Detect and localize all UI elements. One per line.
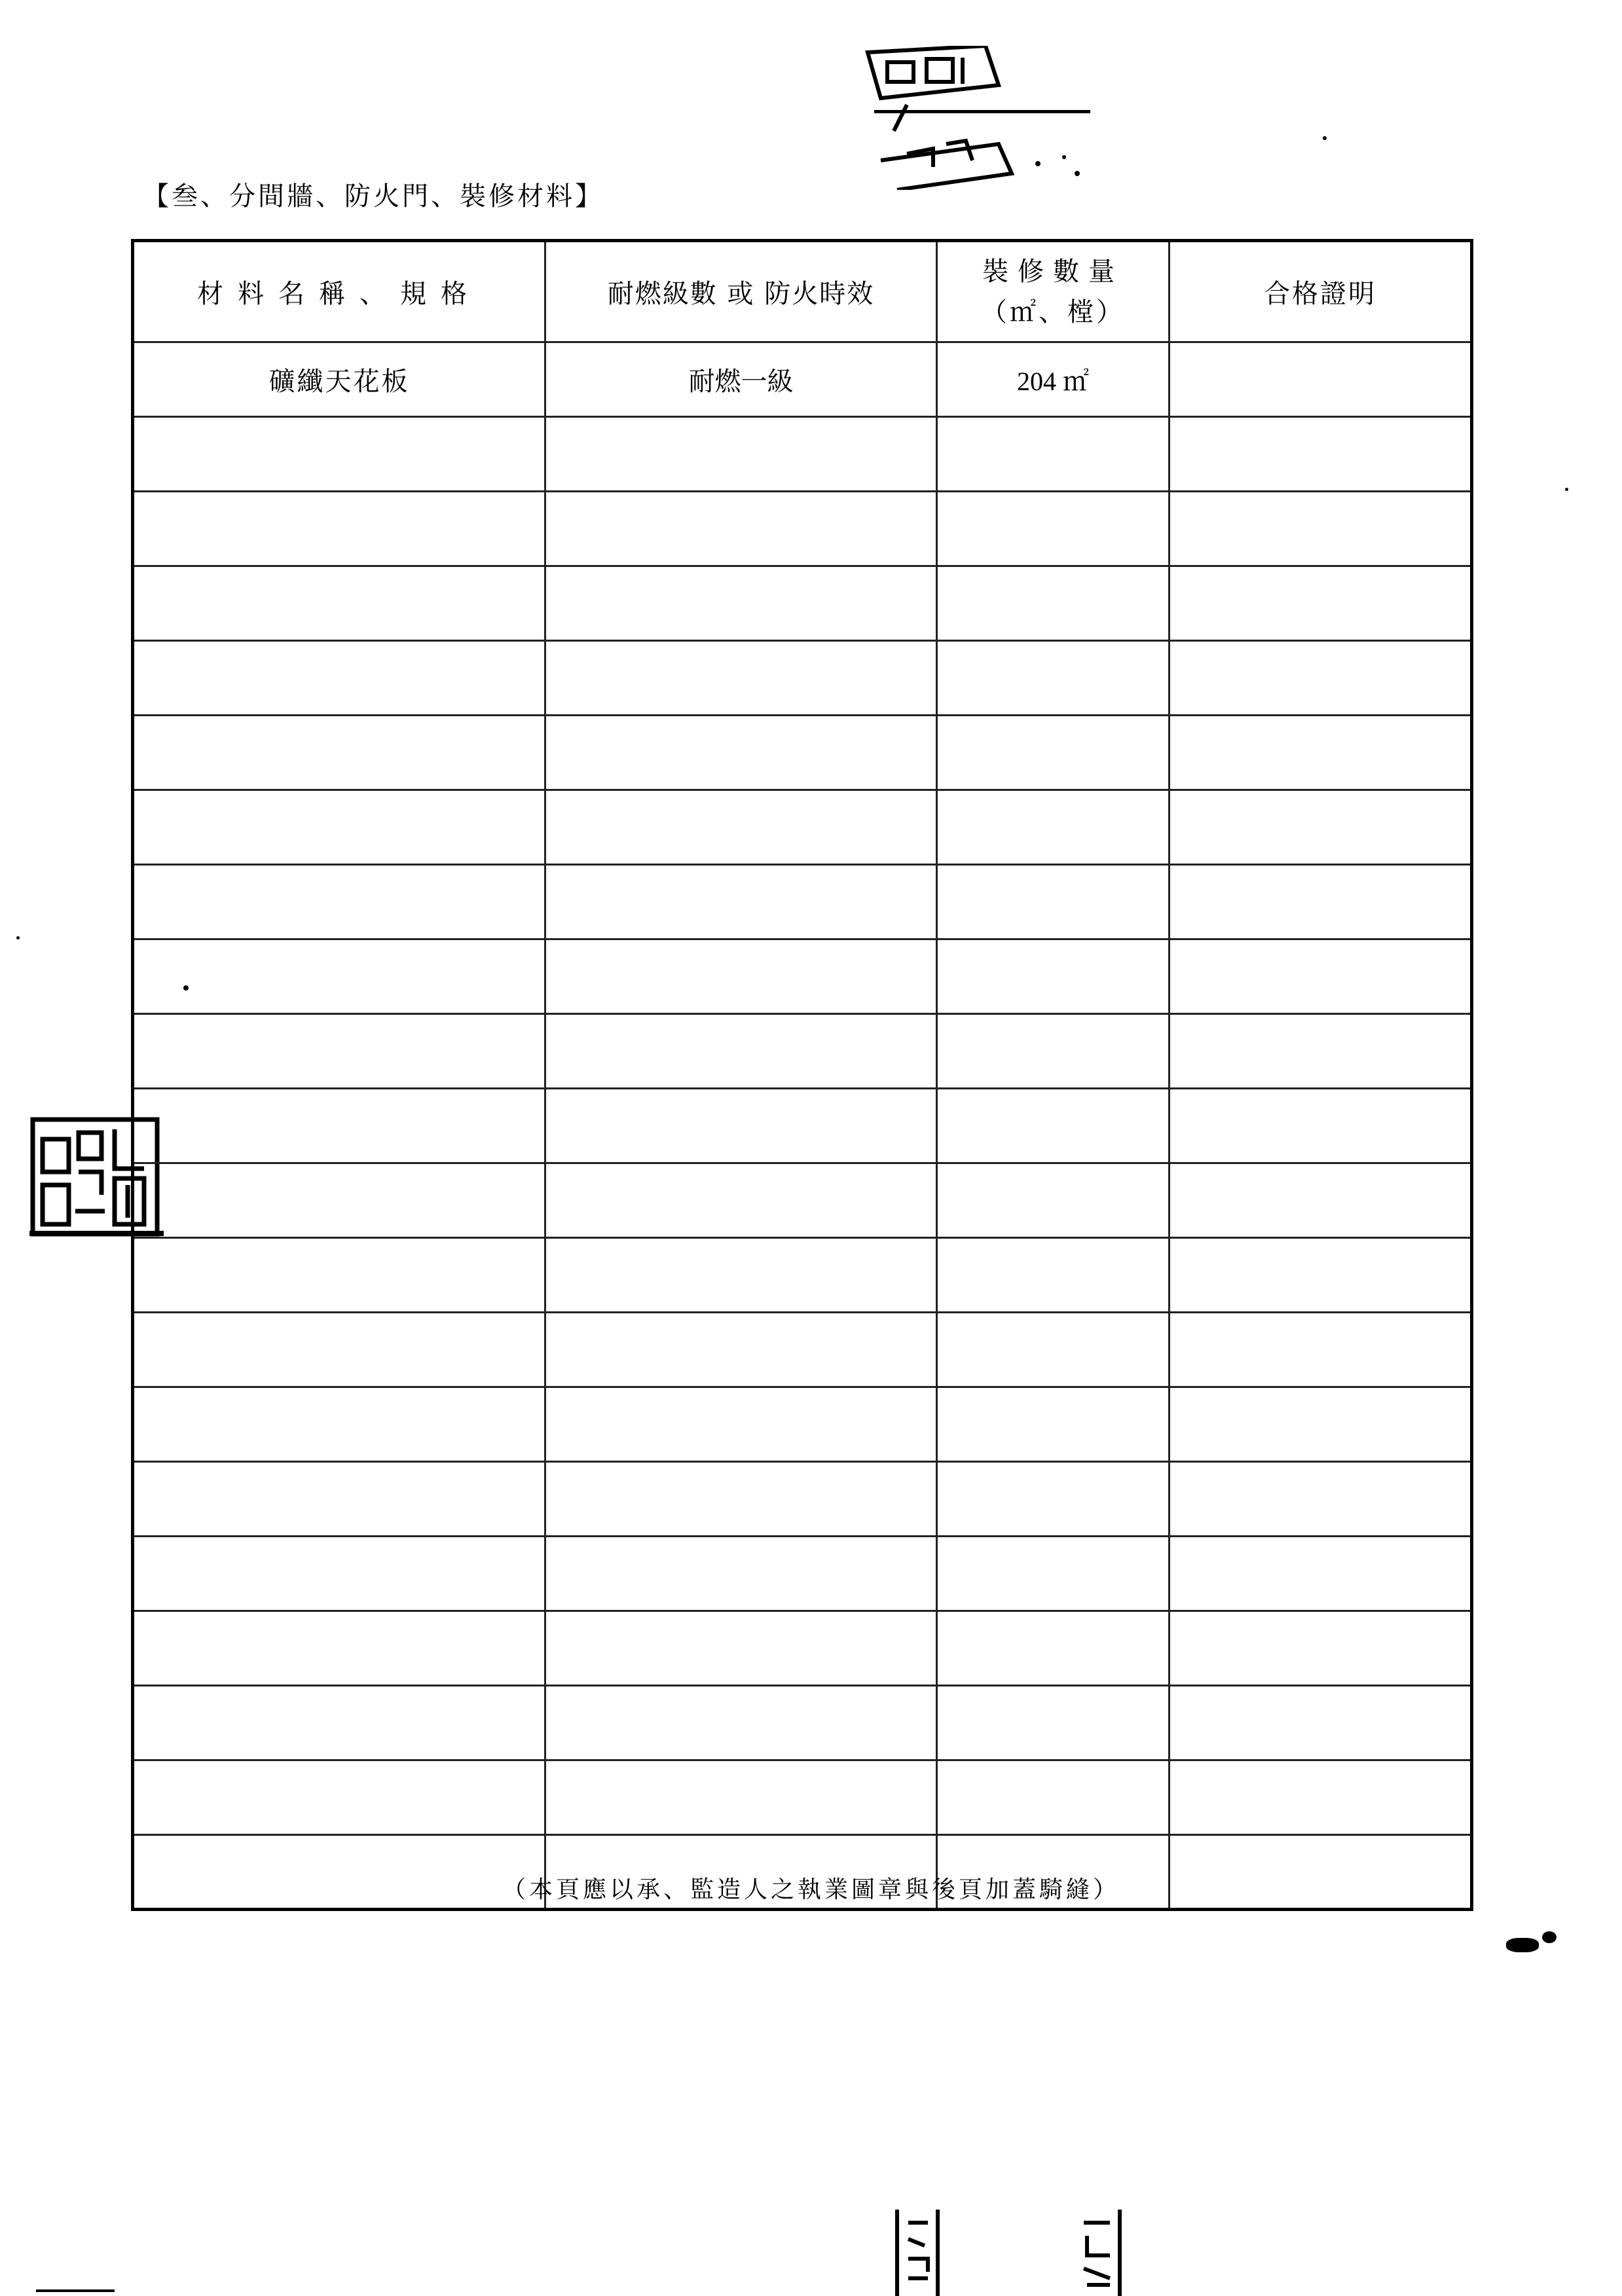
cell-quantity: 204 ㎡	[937, 342, 1170, 417]
table-row	[133, 1014, 1472, 1089]
cell-fire-rating	[545, 1089, 937, 1163]
table-row	[133, 865, 1472, 939]
cell-material-name	[133, 1089, 545, 1163]
cell-material-name	[133, 939, 545, 1014]
cell-quantity	[937, 790, 1170, 865]
cell-quantity	[937, 1089, 1170, 1163]
cell-material-name	[133, 1238, 545, 1313]
cell-quantity	[937, 865, 1170, 939]
cell-fire-rating	[545, 1686, 937, 1760]
cell-material-name	[133, 1760, 545, 1835]
header-fire-rating: 耐燃級數 或 防火時效	[545, 241, 937, 342]
cell-certificate	[1170, 1686, 1472, 1760]
cell-quantity	[937, 1760, 1170, 1835]
cell-fire-rating	[545, 1387, 937, 1462]
cell-quantity	[937, 1014, 1170, 1089]
cell-fire-rating	[545, 492, 937, 566]
cell-material-name	[133, 1163, 545, 1238]
cell-quantity	[937, 566, 1170, 641]
scan-speck	[1542, 1931, 1557, 1943]
table-row	[133, 1462, 1472, 1537]
table-row	[133, 342, 1472, 417]
top-seal-stamp	[841, 46, 1116, 190]
cell-material-name	[133, 641, 545, 716]
table-row	[133, 566, 1472, 641]
table-row	[133, 716, 1472, 790]
cell-certificate	[1170, 1537, 1472, 1611]
table-row	[133, 1760, 1472, 1835]
table-row	[133, 790, 1472, 865]
materials-table	[131, 239, 1473, 1911]
cell-fire-rating	[545, 1462, 937, 1537]
cell-quantity	[937, 1537, 1170, 1611]
cell-fire-rating	[545, 865, 937, 939]
table-row	[133, 1537, 1472, 1611]
cell-material-name	[133, 1462, 545, 1537]
table-row	[133, 1686, 1472, 1760]
cell-fire-rating: 耐燃一級	[545, 342, 937, 417]
cell-certificate	[1170, 417, 1472, 492]
cell-quantity	[937, 417, 1170, 492]
cell-material-name	[133, 417, 545, 492]
cell-certificate	[1170, 566, 1472, 641]
scan-speck	[1323, 136, 1327, 140]
table-row	[133, 1387, 1472, 1462]
header-quantity-unit: （㎡、樘）	[981, 297, 1125, 327]
cell-certificate	[1170, 1238, 1472, 1313]
bottom-seal-stamp-1	[892, 2210, 944, 2296]
cell-certificate	[1170, 492, 1472, 566]
cell-certificate	[1170, 790, 1472, 865]
cell-fire-rating	[545, 1014, 937, 1089]
cell-fire-rating	[545, 1238, 937, 1313]
footnote: （本頁應以承、監造人之執業圖章與後頁加蓋騎縫）	[502, 1876, 1120, 1903]
cell-fire-rating	[545, 939, 937, 1014]
cell-quantity	[937, 1387, 1170, 1462]
cell-certificate	[1170, 1387, 1472, 1462]
cell-certificate	[1170, 1014, 1472, 1089]
table-row	[133, 1163, 1472, 1238]
cell-quantity	[937, 1313, 1170, 1387]
cell-material-name	[133, 790, 545, 865]
cell-certificate	[1170, 342, 1472, 417]
cell-fire-rating	[545, 790, 937, 865]
cell-material-name	[133, 1014, 545, 1089]
cell-quantity	[937, 492, 1170, 566]
table-row	[133, 1238, 1472, 1313]
cell-certificate	[1170, 1163, 1472, 1238]
cell-certificate	[1170, 1611, 1472, 1686]
table-header-row	[133, 241, 1472, 342]
cell-material-name	[133, 492, 545, 566]
cell-quantity	[937, 1462, 1170, 1537]
cell-material-name	[133, 566, 545, 641]
cell-quantity	[937, 1238, 1170, 1313]
cell-fire-rating	[545, 1163, 937, 1238]
cell-material-name	[133, 1313, 545, 1387]
scan-speck	[1565, 488, 1568, 491]
cell-fire-rating	[545, 1611, 937, 1686]
cell-fire-rating	[545, 1760, 937, 1835]
cell-material-name	[133, 865, 545, 939]
section-title: 【叁、分間牆、防火門、裝修材料】	[143, 181, 604, 211]
table-row	[133, 939, 1472, 1014]
cell-quantity	[937, 716, 1170, 790]
cell-fire-rating	[545, 1537, 937, 1611]
cell-certificate	[1170, 1760, 1472, 1835]
cell-fire-rating	[545, 417, 937, 492]
cell-material-name: 礦纖天花板	[133, 342, 545, 417]
cell-certificate	[1170, 716, 1472, 790]
cell-fire-rating	[545, 641, 937, 716]
cell-quantity	[937, 1163, 1170, 1238]
cell-certificate	[1170, 1462, 1472, 1537]
table-row	[133, 417, 1472, 492]
cell-material-name	[133, 1537, 545, 1611]
cell-quantity	[937, 1686, 1170, 1760]
cell-certificate	[1170, 641, 1472, 716]
cell-fire-rating	[545, 1313, 937, 1387]
cell-fire-rating	[545, 716, 937, 790]
cell-material-name	[133, 1387, 545, 1462]
scan-speck	[1506, 1938, 1539, 1952]
table-row	[133, 1313, 1472, 1387]
cell-quantity	[937, 939, 1170, 1014]
cell-material-name	[133, 1686, 545, 1760]
scan-speck	[16, 936, 20, 939]
table-row	[133, 492, 1472, 566]
cell-fire-rating	[545, 566, 937, 641]
header-quantity-label: 裝修數量	[982, 256, 1124, 287]
cell-certificate	[1170, 939, 1472, 1014]
cell-certificate	[1170, 1089, 1472, 1163]
header-certificate: 合格證明	[1170, 241, 1472, 342]
scan-mark-line	[36, 2289, 115, 2292]
cell-certificate	[1170, 865, 1472, 939]
cell-quantity	[937, 641, 1170, 716]
cell-certificate	[1170, 1313, 1472, 1387]
header-quantity	[937, 241, 1170, 342]
table-row	[133, 641, 1472, 716]
table-row	[133, 1089, 1472, 1163]
bottom-seal-stamp-2	[1074, 2210, 1126, 2296]
cell-material-name	[133, 716, 545, 790]
cell-quantity	[937, 1611, 1170, 1686]
cell-material-name	[133, 1611, 545, 1686]
table-row	[133, 1611, 1472, 1686]
header-material-name: 材料名稱、規格	[133, 241, 545, 342]
